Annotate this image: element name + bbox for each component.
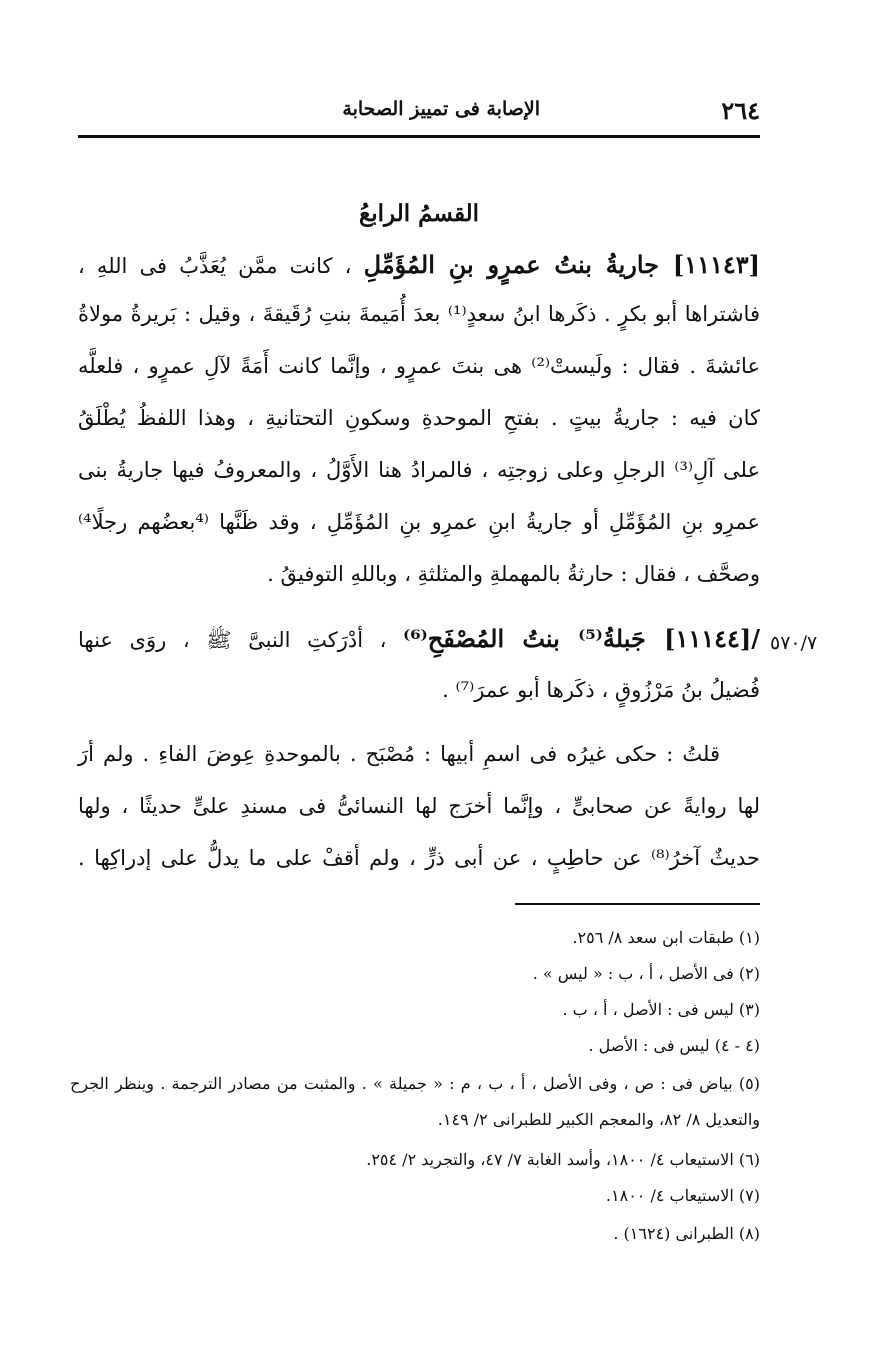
entry-line: عمرِو بنِ المُؤَمِّلِ أو جاريةُ ابنِ عمرِو بنِ المُؤَمِّلِ ، وقد ظَنَّها ⁽⁴بعضُهم رجلًا⁴⁾ [78, 510, 761, 534]
footnote-continuation: والتعديل ٨/ ٨٢، والمعجم الكبير للطبرانى ٢/ ١٤٩. [437, 1110, 760, 1129]
footnote: (٤ - ٤) ليس فى : الأصل . [588, 1036, 760, 1055]
comment-line: قلتُ : حكى غيرُه فى اسمِ أبيها : مُصْبَح . بالموحدةِ عِوضَ الفاءِ . ولم أرَ [78, 742, 720, 766]
footnote: (٧) الاستيعاب ٤/ ١٨٠٠. [605, 1186, 760, 1205]
section-title: القسمُ الرابعُ [359, 200, 479, 227]
comment-line: حديثٌ آخرُ⁽⁸⁾ عن حاطِبٍ ، عن أبى ذرٍّ ، ولم أقفْ على ما يدلُّ على إدراكِها . [78, 846, 760, 870]
entry-line: فُضيلُ بنُ مَرْزُوقٍ ، ذكَرها أبو عمرَ⁽⁷⁾ . [442, 678, 760, 702]
entry-text: ، أدْرَكتِ النبىَّ ﷺ ، روَى عنها [78, 628, 387, 652]
margin-reference: ٥٧٠/٧ [770, 632, 818, 654]
entry-heading: /[١١١٤٤] جَبلةُ⁽⁵⁾ بنتُ المُصْفَحِ⁽⁶⁾ [402, 624, 761, 653]
page-header [78, 96, 760, 125]
footnote: (٣) ليس فى : الأصل ، أ ، ب . [562, 1000, 760, 1019]
entry-heading: [١١١٤٣] جاريةُ بنتُ عمرٍو بنِ المُؤَمِّلِ [363, 250, 760, 279]
entry-text: ، كانت ممَّن يُعَذَّبُ فى اللهِ ، [78, 254, 352, 278]
footnote-rule [515, 903, 760, 905]
footnote: (١) طبقات ابن سعد ٨/ ٢٥٦. [572, 928, 760, 947]
comment-line: لها روايةً عن صحابىٍّ ، وإنَّما أخرَج لها النسائىُّ فى مسندِ علىٍّ حديثًا ، ولها [78, 794, 760, 818]
running-title: الإصابة فى تمييز الصحابة [342, 98, 540, 120]
footnote: (٥) بياض فى : ص ، وفى الأصل ، أ ، ب ، م : « جميلة » . والمثبت من مصادر الترجمة . وينظر الجرح [70, 1074, 760, 1093]
entry-line: فاشتراها أبو بكرٍ . ذكَرها ابنُ سعدٍ⁽¹⁾ بعدَ أُمَيمةَ بنتِ رُقَيقةَ ، وقيل : بَريرةُ مولاةُ [78, 302, 760, 326]
footnote: (٢) فى الأصل ، أ ، ب : « ليس » . [532, 964, 760, 983]
entry-line: عائشةَ . فقال : ولَيستْ⁽²⁾ هى بنتَ عمرٍو ، وإنَّما كانت أَمَةً لآلِ عمرٍو ، فلعلَّه [78, 354, 760, 378]
footnote: (٦) الاستيعاب ٤/ ١٨٠٠، وأسد الغابة ٧/ ٤٧، والتجريد ٢/ ٢٥٤. [366, 1150, 760, 1169]
entry-line: وصحَّف ، فقال : حارثةُ بالمهملةِ والمثلثةِ ، وباللهِ التوفيقُ . [267, 562, 760, 586]
footnote: (٨) الطبرانى (١٦٢٤) . [613, 1224, 760, 1243]
entry-line: كان فيه : جاريةُ بيتٍ . بفتحِ الموحدةِ وسكونِ التحتانيةِ ، وهذا اللفظُ يُطْلَقُ [78, 406, 760, 430]
entry-line [78, 250, 760, 279]
page-number: ٢٦٤ [721, 96, 760, 125]
entry-line [78, 624, 760, 658]
header-rule [78, 135, 760, 138]
entry-line: على آلِ⁽³⁾ الرجلِ وعلى زوجتِه ، فالمرادُ هنا الأَوَّلُ ، والمعروفُ فيها جاريةُ بنى [78, 458, 760, 482]
